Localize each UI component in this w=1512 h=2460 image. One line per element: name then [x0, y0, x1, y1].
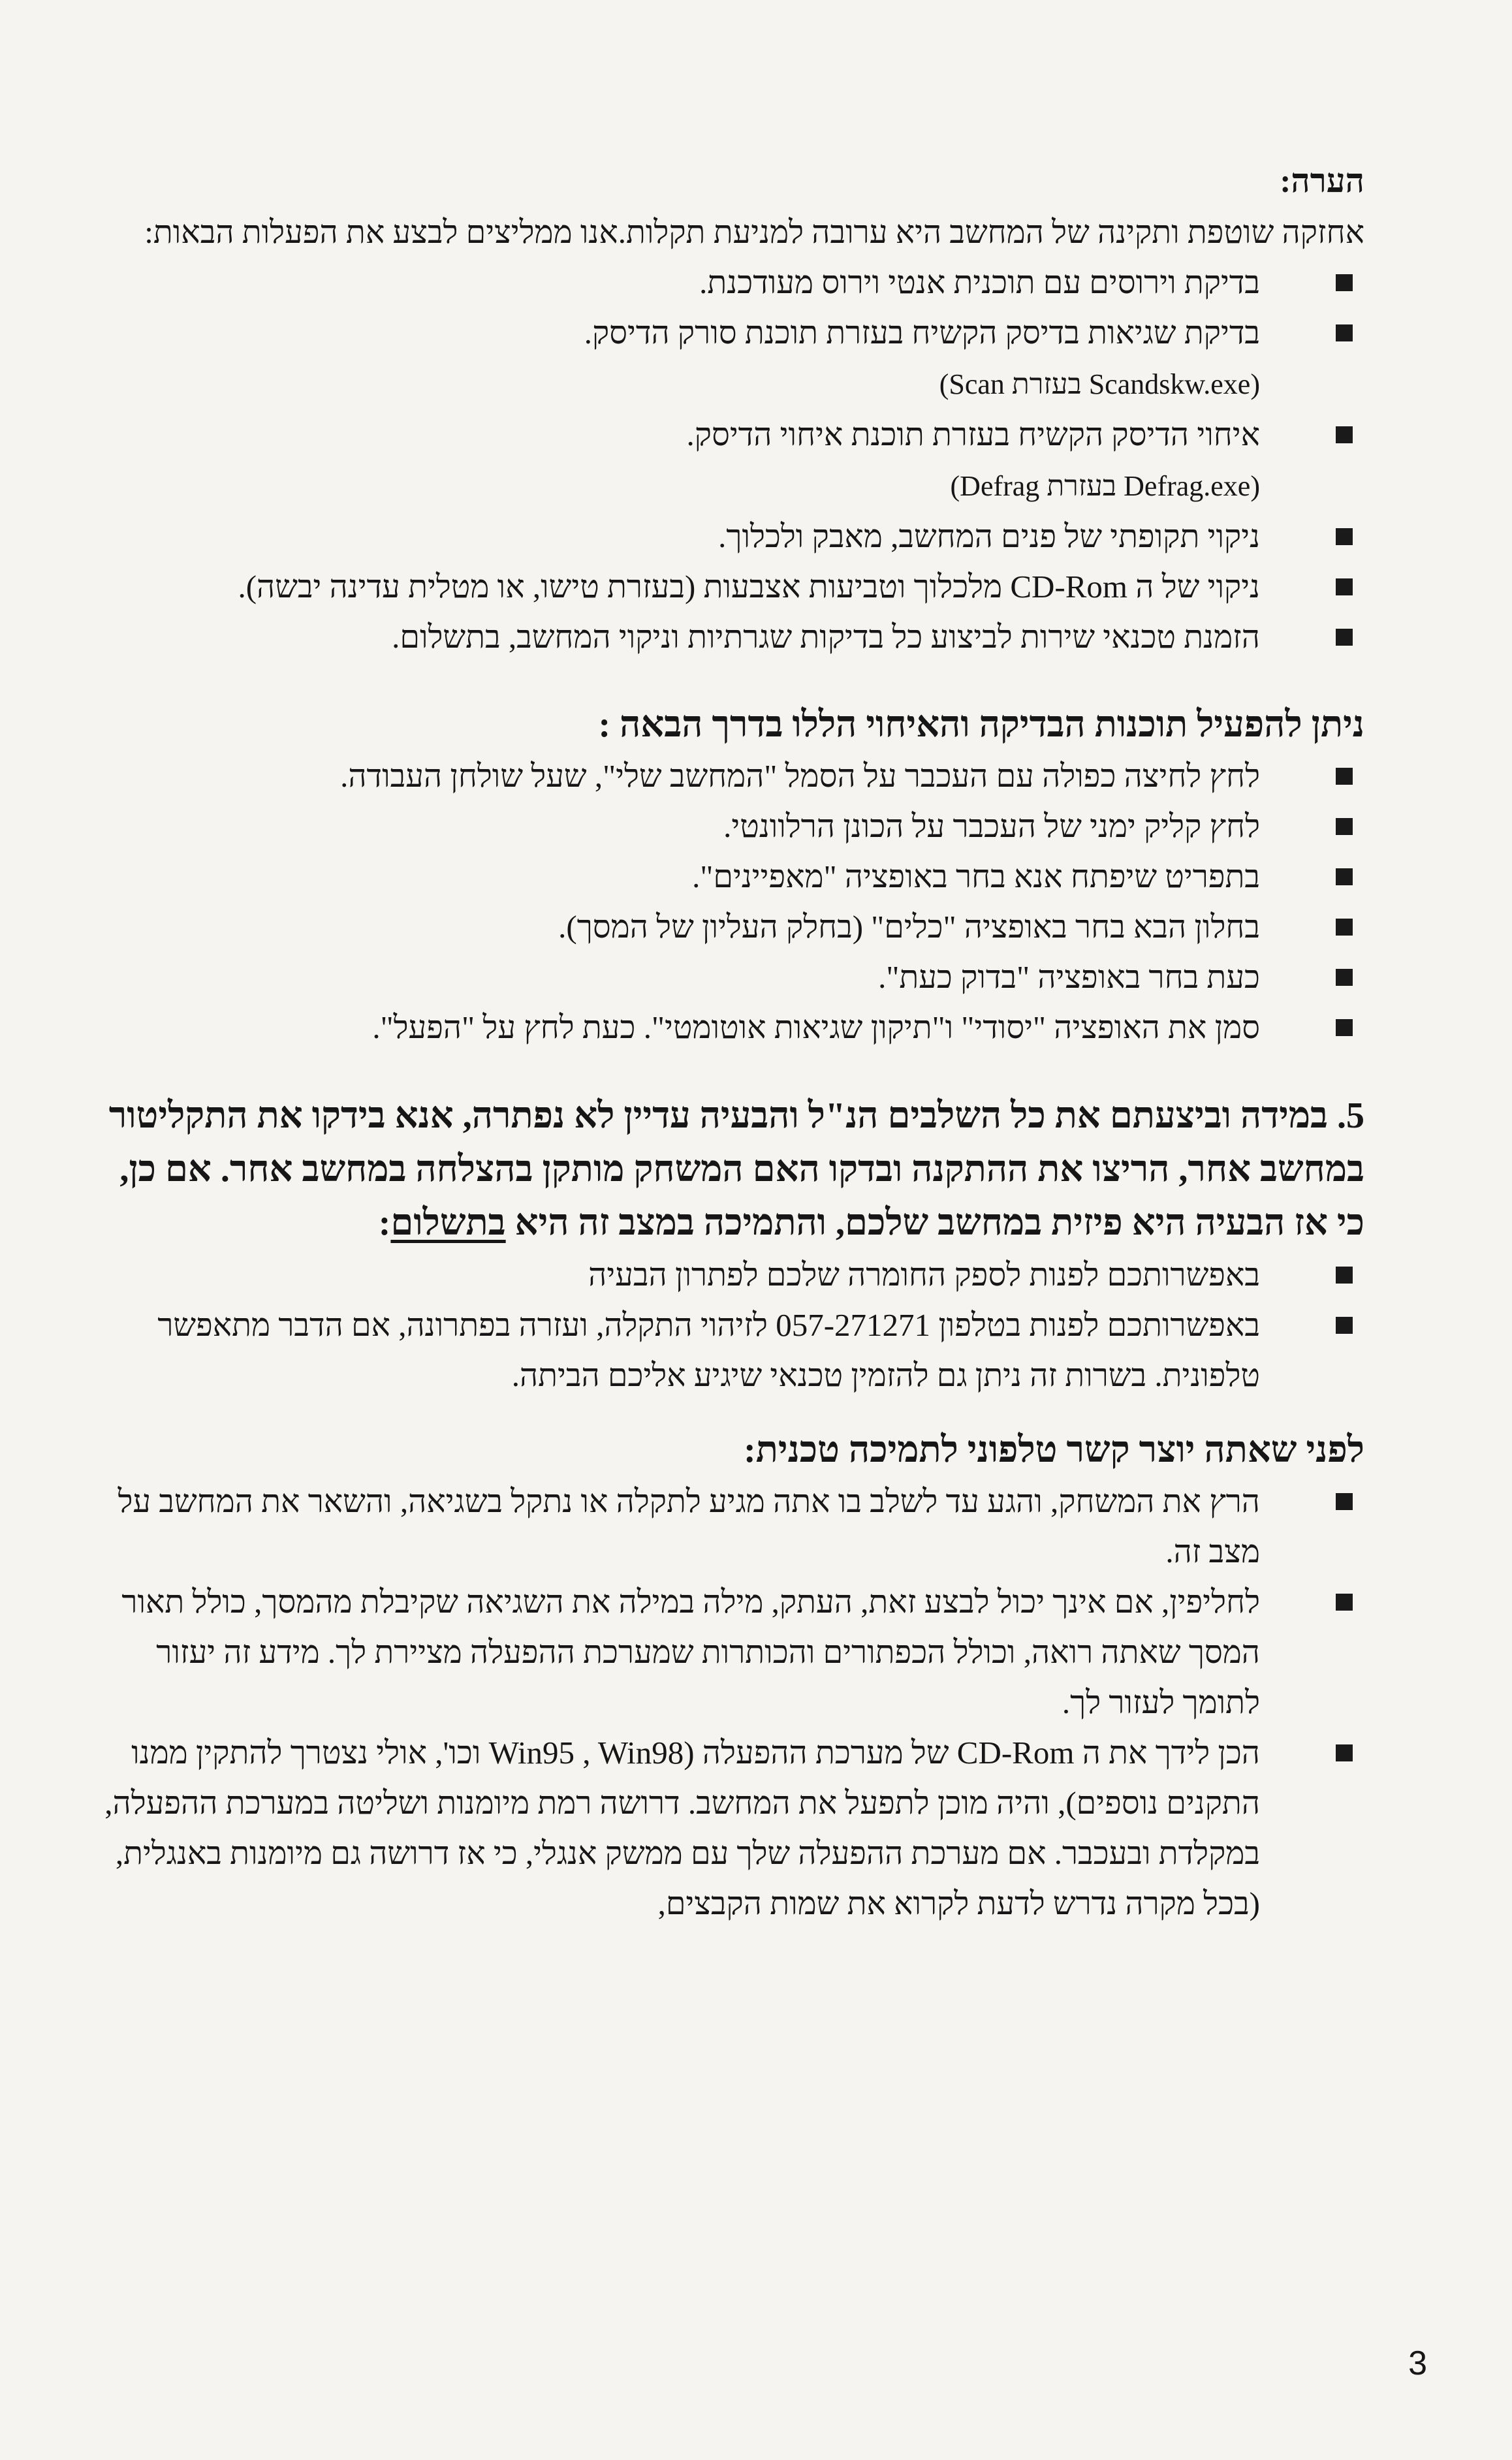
list-item: לחליפין, אם אינך יכול לבצע זאת, העתק, מילה במילה את השגיאה שקיבלת מהמסך, כולל תאור המסך שאתה רואה, וכולל הכפתורים והכותרות שמערכת ההפעלה מציירת לך. מידע זה יעזור לתומך לעזור לך. [91, 1577, 1364, 1727]
square-bullet-icon [1336, 818, 1353, 835]
square-bullet-icon [1336, 1594, 1353, 1611]
list-item: הזמנת טכנאי שירות לביצוע כל בדיקות שגרתיות וניקוי המחשב, בתשלום. [91, 612, 1364, 662]
list-item: בדיקת וירוסים עם תוכנית אנטי וירוס מעודכנת. [91, 257, 1364, 308]
square-bullet-icon [1336, 528, 1353, 545]
step-5-paragraph: 5.במידה וביצעתם את כל השלבים הנ"ל והבעיה עדיין לא נפתרה, אנא בידקו את התקליטור במחשב אחר, הריצו את ההתקנה ובדקו האם המשחק מותקן בהצלחה במחשב אחר. אם כן, כי אז הבעיה היא פיזית במחשב שלכם, והתמיכה במצב זה היא בתשלום: [91, 1089, 1364, 1250]
list-item: לחץ לחיצה כפולה עם העכבר על הסמל "המחשב שלי", שעל שולחן העבודה. [91, 751, 1364, 801]
sub-note: (Defrag.exe בעזרת Defrag) [950, 470, 1260, 502]
list-item: בחלון הבא בחר באופציה "כלים" (בחלק העליון של המסך). [91, 902, 1364, 952]
square-bullet-icon [1336, 1267, 1353, 1284]
run-tools-title: ניתן להפעיל תוכנות הבדיקה והאיחוי הללו בדרך הבאה : [598, 704, 1364, 745]
list-item: הרץ את המשחק, והגע עד לשלב בו אתה מגיע לתקלה או נתקל בשגיאה, והשאר את המחשב על מצב זה. [91, 1476, 1364, 1577]
page-number: 3 [1408, 2344, 1427, 2382]
square-bullet-icon [1336, 868, 1353, 885]
support-options-list [91, 1250, 1364, 1400]
page-content [91, 157, 1364, 1929]
paid-underlined: בתשלום [390, 1203, 506, 1243]
step-5-text: במידה וביצעתם את כל השלבים הנ"ל והבעיה עדיין לא נפתרה, אנא בידקו את התקליטור במחשב אחר, הריצו את ההתקנה ובדקו האם המשחק מותקן בהצלחה במחשב אחר. אם כן, כי אז הבעיה היא פיזית במחשב שלכם, והתמיכה במצב זה היא [108, 1096, 1364, 1243]
list-item: באפשרותכם לפנות בטלפון 057-271271 לזיהוי התקלה, ועזרה בפתרונה, אם הדבר מתאפשר טלפונית. בשרות זה ניתן גם להזמין טכנאי שיגיע אליכם הביתה. [91, 1300, 1364, 1400]
list-item: בתפריט שיפתח אנא בחר באופציה "מאפיינים". [91, 851, 1364, 902]
list-item: באפשרותכם לפנות לספק החומרה שלכם לפתרון הבעיה [91, 1250, 1364, 1300]
square-bullet-icon [1336, 578, 1353, 595]
square-bullet-icon [1336, 629, 1353, 646]
sub-note: (Scandskw.exe בעזרת Scan) [939, 368, 1260, 400]
list-item: בדיקת שגיאות בדיסק הקשיח בעזרת תוכנת סורק הדיסק. (Scandskw.exe בעזרת Scan) [91, 308, 1364, 409]
list-item: כעת בחר באופציה "בדוק כעת". [91, 952, 1364, 1002]
maintenance-list [91, 257, 1364, 662]
square-bullet-icon [1336, 919, 1353, 936]
square-bullet-icon [1336, 274, 1353, 291]
run-tools-list [91, 751, 1364, 1052]
square-bullet-icon [1336, 1493, 1353, 1510]
step-number: 5. [1337, 1096, 1364, 1136]
square-bullet-icon [1336, 1317, 1353, 1334]
square-bullet-icon [1336, 1019, 1353, 1036]
square-bullet-icon [1336, 969, 1353, 986]
before-call-title: לפני שאתה יוצר קשר טלפוני לתמיכה טכנית: [744, 1430, 1364, 1470]
list-item: ניקוי תקופתי של פנים המחשב, מאבק ולכלוך. [91, 511, 1364, 561]
note-title: הערה: [1280, 163, 1364, 200]
list-item: הכן לידך את ה CD-Rom של מערכת ההפעלה (Win95 , Win98 וכו', אולי נצטרך להתקין ממנו התקנים נוספים), והיה מוכן לתפעל את המחשב. דרושה רמת מיומנות ושליטה במערכת ההפעלה, במקלדת ובעכבר. אם מערכת ההפעלה שלך עם ממשק אנגלי, כי אז דרושה גם מיומנות באנגלית, (בכל מקרה נדרש לדעת לקרוא את שמות הקבצים, [91, 1727, 1364, 1929]
list-item: איחוי הדיסק הקשיח בעזרת תוכנת איחוי הדיסק. (Defrag.exe בעזרת Defrag) [91, 409, 1364, 511]
list-item: ניקוי של ה CD-Rom מלכלוך וטביעות אצבעות (בעזרת טישו, או מטלית עדינה יבשה). [91, 561, 1364, 612]
square-bullet-icon [1336, 324, 1353, 341]
list-item: לחץ קליק ימני של העכבר על הכונן הרלוונטי. [91, 801, 1364, 851]
list-item: סמן את האופציה "יסודי" ו"תיקון שגיאות אוטומטי". כעת לחץ על "הפעל". [91, 1002, 1364, 1052]
square-bullet-icon [1336, 768, 1353, 785]
before-call-list [91, 1476, 1364, 1929]
square-bullet-icon [1336, 1744, 1353, 1761]
note-intro: אחזקה שוטפת ותקינה של המחשב היא ערובה למניעת תקלות.אנו ממליצים לבצע את הפעלות הבאות: [144, 214, 1364, 250]
square-bullet-icon [1336, 426, 1353, 443]
